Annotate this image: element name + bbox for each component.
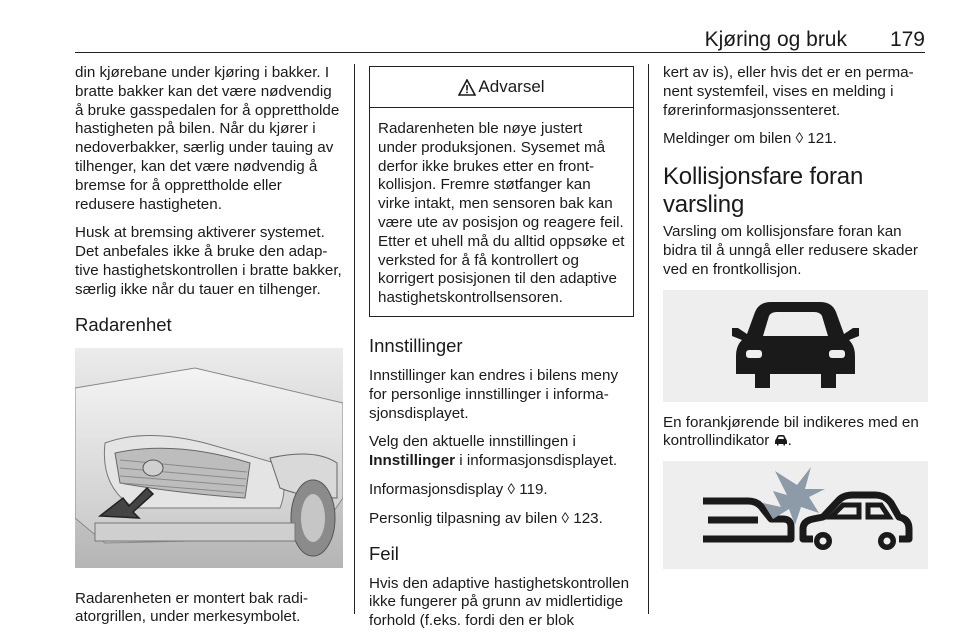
- info-display-ref: [369, 481, 634, 500]
- heading-error: Feil: [369, 542, 399, 564]
- messages-ref: [663, 130, 928, 149]
- warning-body: [370, 108, 633, 316]
- indicator-paragraph: [663, 414, 928, 452]
- page-ref-icon: ◊: [507, 480, 515, 498]
- warning-triangle-icon: [458, 79, 476, 96]
- header-rule: [75, 52, 925, 53]
- warning-title: Advarsel: [478, 77, 545, 96]
- page-header: [75, 28, 925, 50]
- settings-text-post: i informasjonsdisplayet.: [455, 452, 618, 470]
- car-front-illustration: [75, 348, 343, 568]
- warning-header: [370, 67, 633, 108]
- page-ref-icon: ◊: [561, 509, 570, 527]
- error-continued: kert av is), eller hvis det er en permanent systemfeil, vises en melding i førerinformasjonssenteret.: [663, 64, 914, 119]
- radar-caption: Radarenheten er montert bak radiatorgrillen, under merkesymbolet.: [75, 589, 309, 626]
- warning-text: Radarenheten ble nøye justert under produksjonen. Sysemet må derfor ikke brukes etter en frontkollisjon. Fremre støtfanger kan virke intakt, men sensoren bak kan være ute av posisjon og reagere feil. Etter et uhell må du alltid oppsøke et verksted for å få kontrollert og korrigert posisjonen til den adaptive hastighetskontrollsensoren.: [378, 120, 625, 307]
- page-ref-icon: ◊: [795, 130, 804, 148]
- personalisation-ref: [369, 510, 634, 529]
- page-number: 179: [889, 28, 925, 51]
- messages-label: Meldinger om bilen: [663, 130, 792, 148]
- collision-illustration-tile: [663, 461, 928, 569]
- info-display-page: 119.: [519, 480, 548, 498]
- settings-text-pre: Velg den aktuelle innstillingen i: [369, 433, 576, 451]
- paragraph-braking: Husk at bremsing aktiverer systemet. Det anbefales ikke å bruke den adaptive hastighetskontrollen i bratte bakker, særlig ikke når du tauer en tilhenger.: [75, 224, 342, 298]
- radar-unit-photo: [75, 348, 343, 568]
- info-display-label: Informasjonsdisplay: [369, 480, 504, 498]
- collision-icon: [663, 461, 928, 569]
- heading-radar-unit: Radarenhet: [75, 313, 172, 335]
- car-front-icon: [663, 290, 928, 402]
- collision-intro: Varsling om kollisjonsfare foran kan bidra til å unngå eller redusere skader ved en frontkollisjon.: [663, 223, 918, 278]
- column-divider-2: [648, 64, 649, 614]
- settings-menu-name: Innstillinger: [369, 452, 456, 470]
- vehicle-ahead-indicator-tile: [663, 290, 928, 402]
- heading-settings: Innstillinger: [369, 334, 463, 356]
- personalisation-page: 123.: [573, 509, 603, 527]
- indicator-period: .: [787, 432, 792, 450]
- car-indicator-icon: [774, 434, 788, 446]
- heading-forward-collision-alert: Kollisjonsfare foran varsling: [663, 163, 864, 219]
- personalisation-label: Personlig tilpasning av bilen: [369, 509, 558, 527]
- column-2: [369, 64, 634, 641]
- error-paragraph: Hvis den adaptive hastighetskontrollen ikke fungerer på grunn av midlertidige forhold (f.eks. fordi den er blok: [369, 574, 630, 630]
- column-3: [663, 64, 928, 569]
- messages-page: 121.: [807, 130, 837, 148]
- column-divider-1: [354, 64, 355, 614]
- paragraph-hills: din kjørebane under kjøring i bakker. I bratte bakker kan det være nødvendig å bruke gasspedalen for å opprettholde hastigheten på bilen. Når du kjører i nedoverbakker, særlig under tauing av tilhenger, kan det være nødvendig å bremse for å opprettholde eller redusere hastigheten.: [75, 64, 340, 213]
- column-1: [75, 64, 343, 637]
- indicator-text: En forankjørende bil indikeres med en kontrollindikator: [663, 413, 919, 450]
- warning-box: [369, 66, 634, 317]
- settings-paragraph-2: [369, 433, 634, 471]
- settings-paragraph-1: Innstillinger kan endres i bilens meny for personlige innstillinger i informasjonsdisplayet.: [369, 366, 619, 422]
- running-title: Kjøring og bruk: [704, 28, 847, 51]
